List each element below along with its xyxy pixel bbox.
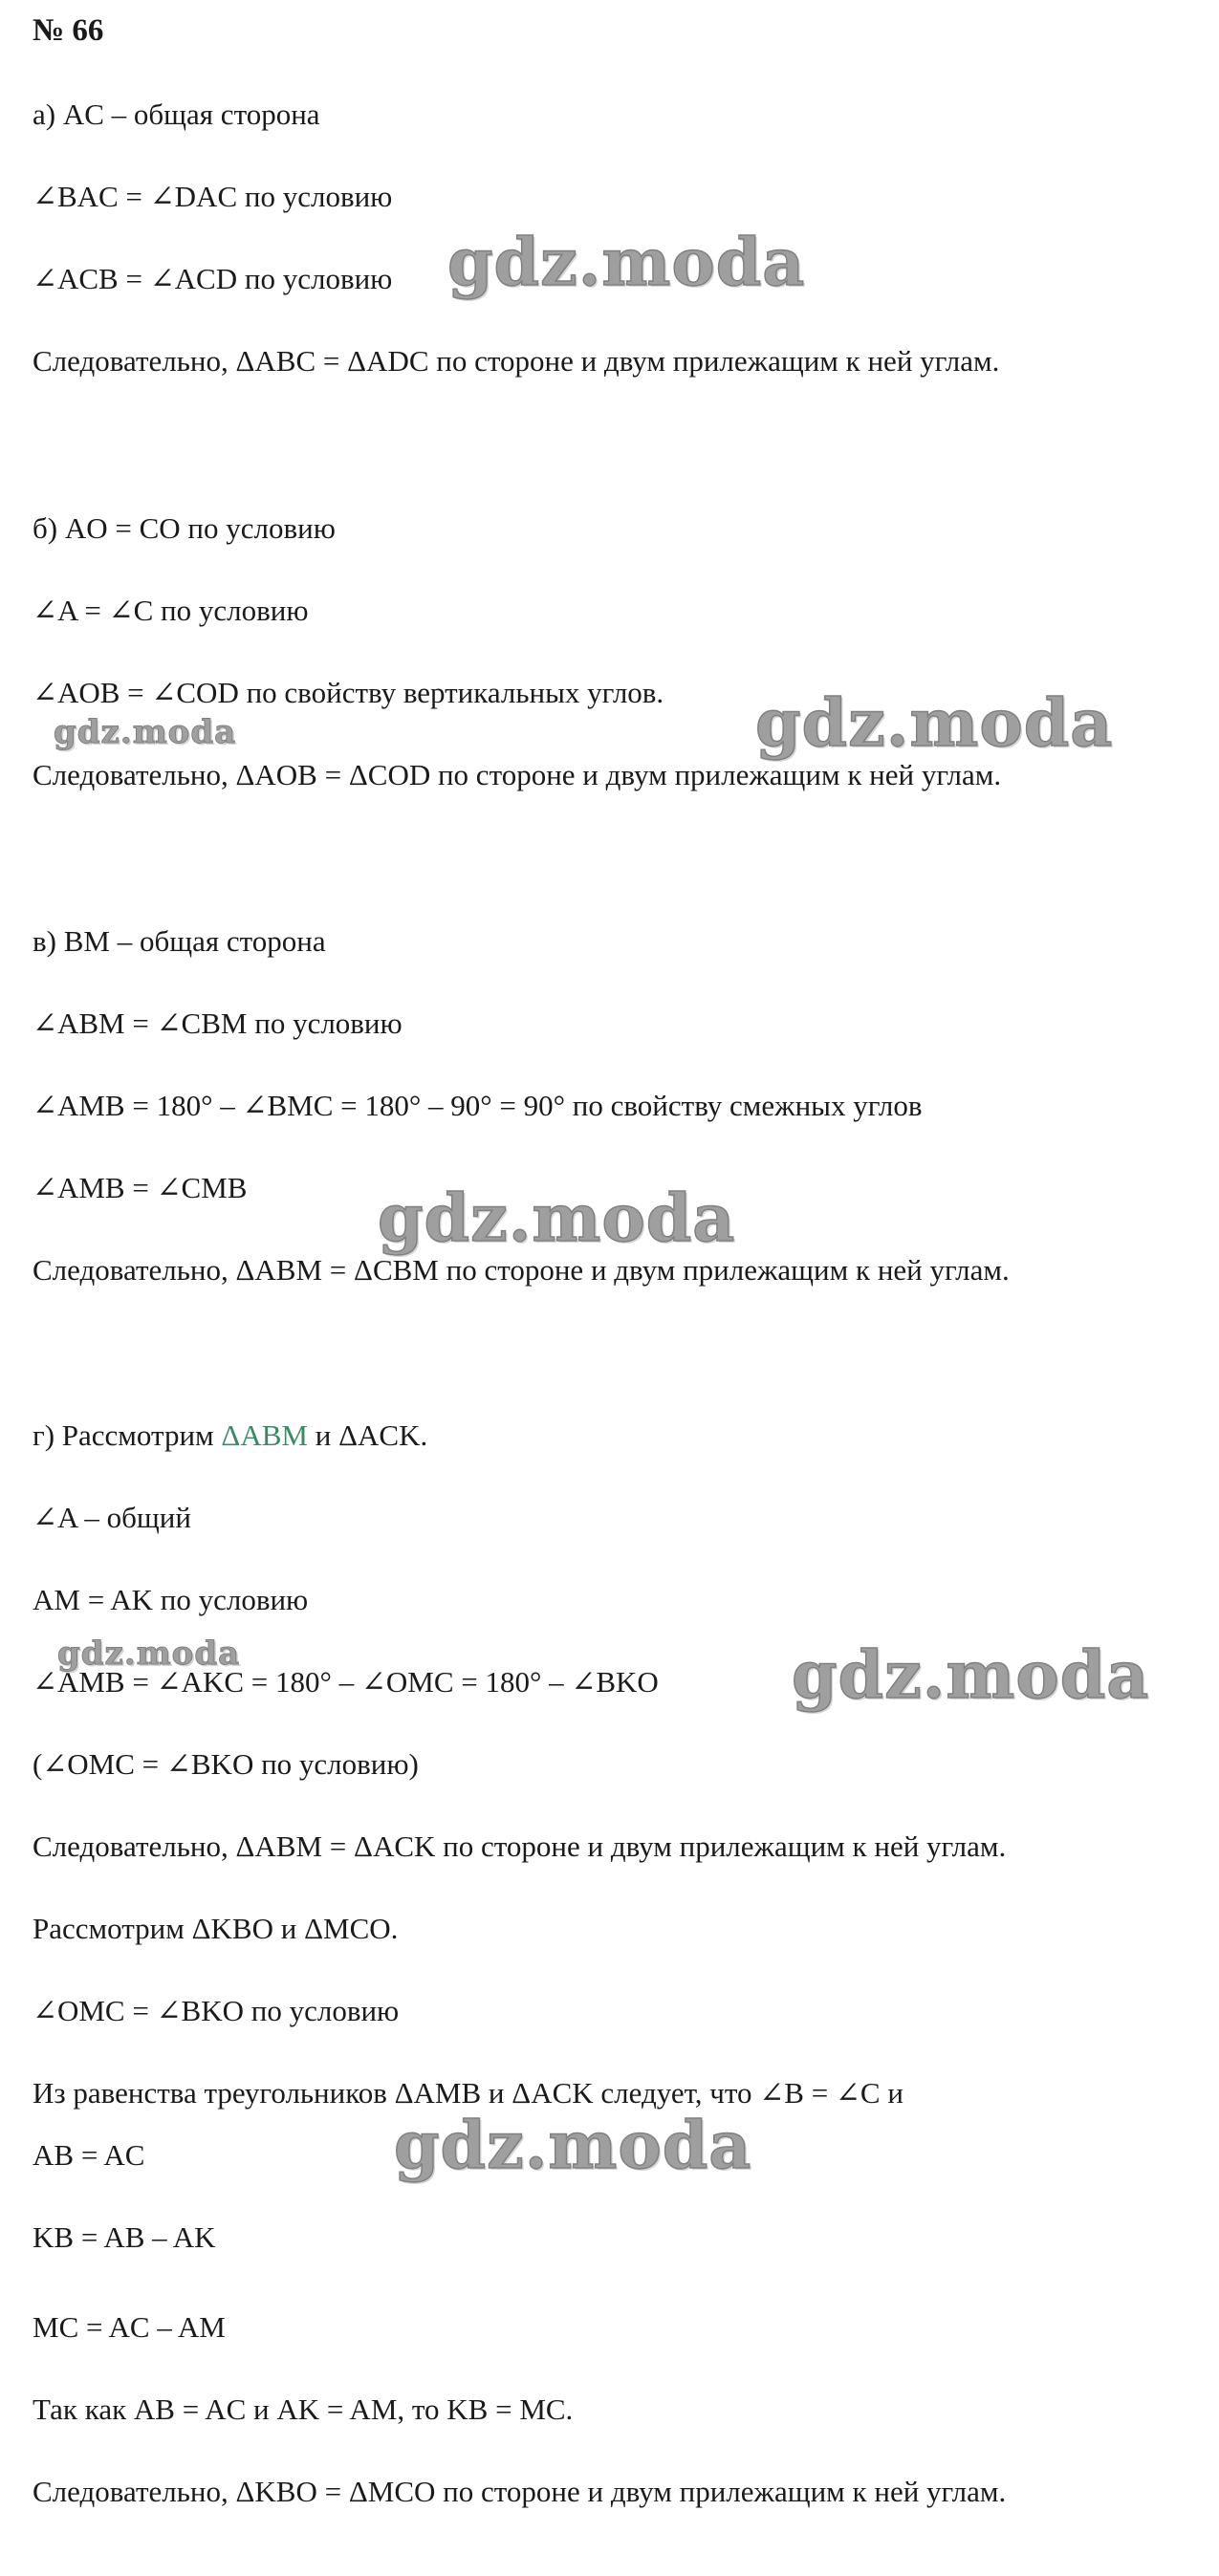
text-line: ∠AOB = ∠COD по свойству вертикальных углов. <box>33 676 664 709</box>
watermark-logo: gdz.moda <box>57 1634 241 1673</box>
watermark-logo: gdz.moda <box>792 1637 1150 1714</box>
text-line: Следовательно, ΔABM = ΔCBM по стороне и двум прилежащим к ней углам. <box>33 1253 1010 1287</box>
text-line: AM = AK по условию <box>33 1583 309 1616</box>
problem-number: № 66 <box>33 13 104 48</box>
text-line: ∠AMB = 180° – ∠BMC = 180° – 90° = 90° по свойству смежных углов <box>33 1089 923 1122</box>
text-line: б) AO = CO по условию <box>33 511 336 545</box>
text-line: ∠AMB = ∠AKC = 180° – ∠OMC = 180° – ∠BKO <box>33 1665 659 1699</box>
watermark-logo: gdz.moda <box>378 1180 736 1257</box>
watermark-logo: gdz.moda <box>394 2108 752 2184</box>
text-line: (∠OMC = ∠BKO по условию) <box>33 1747 419 1781</box>
text-line: MC = AC – AM <box>33 2310 226 2344</box>
text-line: ∠ACB = ∠ACD по условию <box>33 262 393 295</box>
text-line: ∠A = ∠C по условию <box>33 594 309 627</box>
watermark-logo: gdz.moda <box>755 685 1114 762</box>
text-line: ∠ABM = ∠CBM по условию <box>33 1007 403 1040</box>
text-line: в) BM – общая сторона <box>33 924 326 958</box>
highlighted-triangle: ΔABM <box>221 1418 308 1452</box>
watermark-logo: gdz.moda <box>447 225 806 301</box>
watermark-logo: gdz.moda <box>54 713 237 751</box>
text-line: Рассмотрим ΔKBO и ΔMCO. <box>33 1912 399 1945</box>
text-line: Так как AB = AC и AK = AM, то KB = MC. <box>33 2392 574 2426</box>
text-line: ∠BAC = ∠DAC по условию <box>33 180 393 213</box>
text-line: Следовательно, ΔABM = ΔACK по стороне и двум прилежащим к ней углам. <box>33 1829 1007 1863</box>
text-line: ∠A – общий <box>33 1501 191 1534</box>
text-line: г) Рассмотрим ΔABM и ΔACK. <box>33 1418 428 1452</box>
text-line: Из равенства треугольников ΔAMB и ΔACK следует, что ∠B = ∠C и <box>33 2076 903 2110</box>
text-line: а) AC – общая сторона <box>33 97 320 131</box>
text-line: ∠OMC = ∠BKO по условию <box>33 1994 400 2027</box>
text-line: Следовательно, ΔAOB = ΔCOD по стороне и двум прилежащим к ней углам. <box>33 758 1002 791</box>
text-line: ∠AMB = ∠CMB <box>33 1171 248 1204</box>
text-line: KB = AB – AK <box>33 2220 216 2254</box>
text-line: Следовательно, ΔKBO = ΔMCO по стороне и двум прилежащим к ней углам. <box>33 2475 1007 2508</box>
text-line: Следовательно, ΔABC = ΔADC по стороне и двум прилежащим к ней углам. <box>33 344 1000 378</box>
text-line: AB = AC <box>33 2138 145 2172</box>
